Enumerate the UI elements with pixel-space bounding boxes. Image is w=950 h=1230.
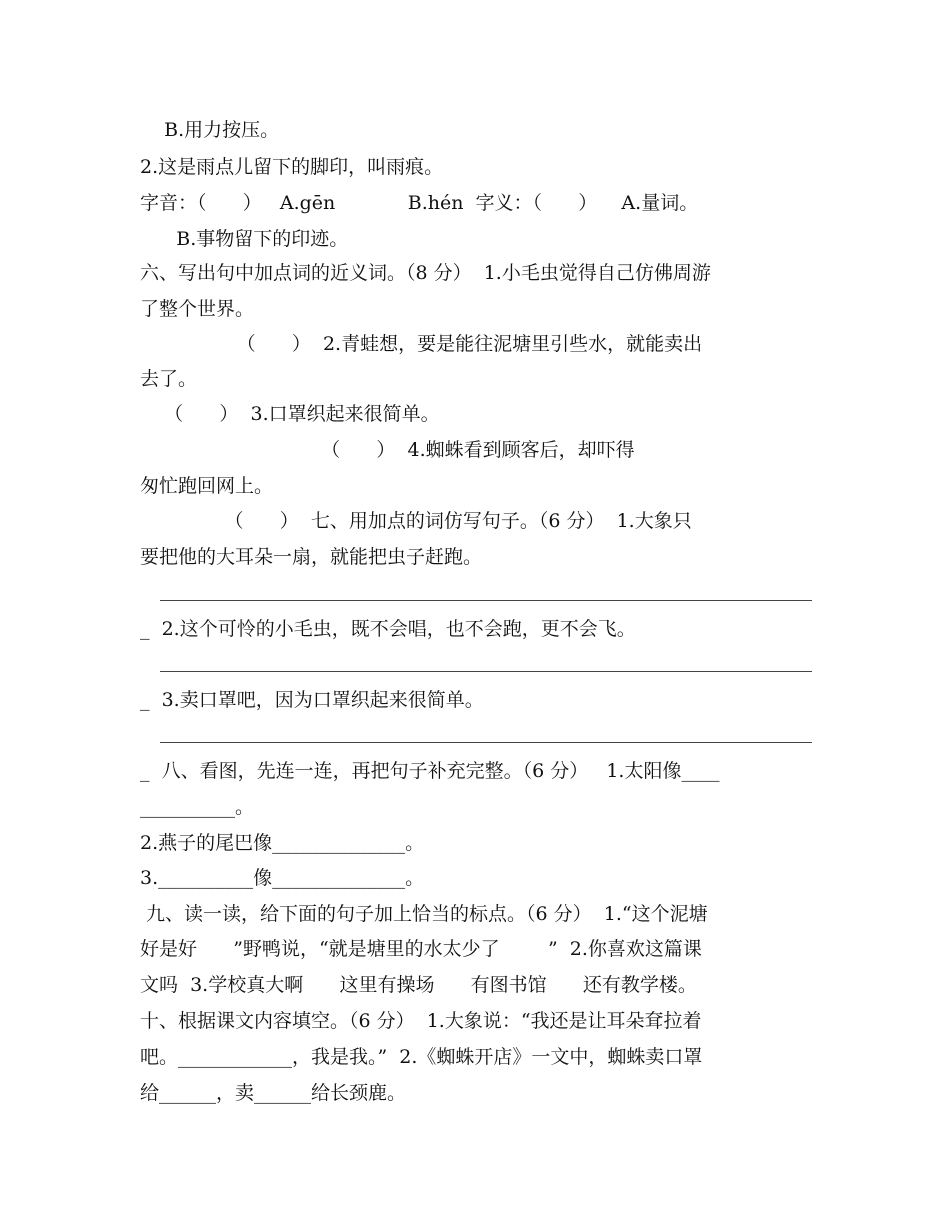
text-line-2: 2.这是雨点儿留下的脚印，叫雨痕。 (140, 156, 444, 178)
text-line-25: 给______，卖______给长颈鹿。 (140, 1082, 407, 1104)
text-line-11: 匆忙跑回网上。 (140, 475, 274, 497)
text-line-7: （ ） 2.青蛙想，要是能往泥塘里引些水，就能卖出 (140, 333, 703, 355)
text-line-3: 字音：（ ） A.gēn B.hén 字义：（ ） A.量词。 (140, 192, 699, 214)
text-line-21: 好是好 ”野鸭说，“就是塘里的水太少了 ” 2.你喜欢这篇课 (140, 938, 702, 960)
section-7-heading: （ ） 七、用加点的词仿写句子。（6 分） 1.大象只 (140, 510, 692, 532)
text-line-9: （ ） 3.口罩织起来很简单。 (140, 403, 440, 425)
answer-line-3 (160, 742, 812, 743)
section-9-heading: 九、读一读，给下面的句子加上恰当的标点。（6 分） 1.“这个泥塘 (140, 903, 708, 925)
section-10-heading: 十、根据课文内容填空。（6 分） 1.大象说：“我还是让耳朵耷拉着 (140, 1010, 702, 1032)
text-line-17: __________。 (140, 796, 255, 818)
text-line-13: 要把他的大耳朵一扇，就能把虫子赶跑。 (140, 546, 483, 568)
text-line-14: _ 2.这个可怜的小毛虫，既不会唱，也不会跑，更不会飞。 (140, 618, 636, 640)
answer-line-2 (160, 671, 812, 672)
text-line-4: B.事物留下的印迹。 (140, 228, 349, 250)
answer-line-1 (160, 600, 812, 601)
text-line-8: 去了。 (140, 368, 198, 390)
section-6-heading: 六、写出句中加点词的近义词。（8 分） 1.小毛虫觉得自己仿佛周游 (140, 262, 711, 284)
section-8-heading: _ 八、看图，先连一连，再把句子补充完整。（6 分） 1.太阳像____ (140, 760, 720, 782)
text-line-22: 文吗 3.学校真大啊 这里有操场 有图书馆 还有教学楼。 (140, 974, 697, 996)
text-line-6: 了整个世界。 (140, 298, 255, 320)
text-line-15: _ 3.卖口罩吧，因为口罩织起来很简单。 (140, 689, 484, 711)
text-line-19: 3.__________像______________。 (140, 867, 425, 889)
text-line-10: （ ） 4.蜘蛛看到顾客后，却吓得 (140, 439, 635, 461)
text-line-18: 2.燕子的尾巴像______________。 (140, 832, 425, 854)
text-line-24: 吧。____________，我是我。” 2.《蜘蛛开店》一文中，蜘蛛卖口罩 (140, 1046, 703, 1068)
text-line-1: B.用力按压。 (140, 119, 280, 141)
